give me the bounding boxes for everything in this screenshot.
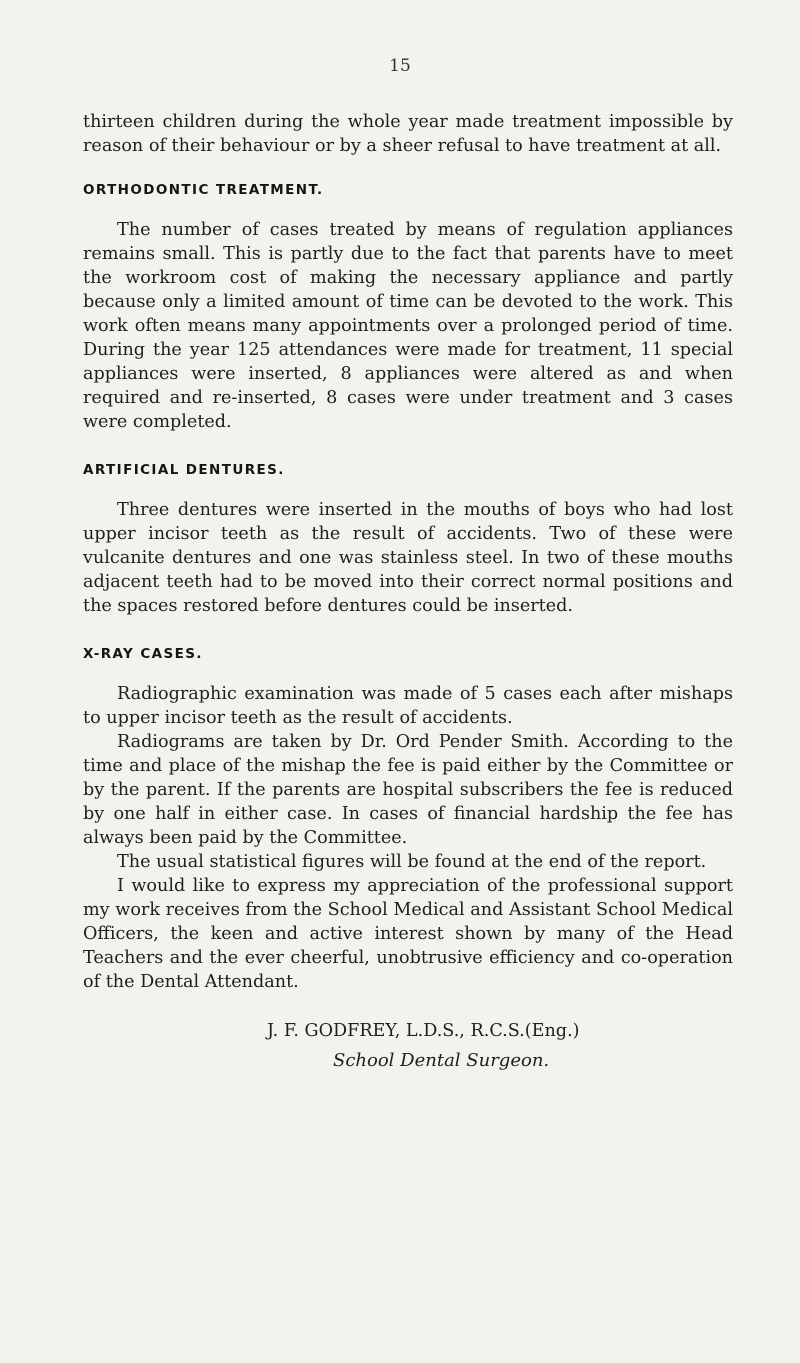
dentures-heading: ARTIFICIAL DENTURES. <box>83 462 285 478</box>
page-number: 15 <box>389 56 411 76</box>
opening-paragraph: thirteen children during the whole year made treatment impossible by reason of their behaviour or by a sheer refusal to have treatment at all. <box>83 112 733 156</box>
document-body <box>83 110 733 1074</box>
xray-paragraph-2: Radiograms are taken by Dr. Ord Pender Smith. According to the time and place of the mishap the fee is paid either by the Committee or by the parent. If the parents are hospital subscribers the fee is reduced by one half in either case. In cases of financial hardship the fee has always been paid by the Committee. <box>83 732 733 848</box>
orthodontic-heading: ORTHODONTIC TREATMENT. <box>83 182 324 198</box>
xray-paragraph-3: The usual statistical figures will be found at the end of the report. <box>117 852 707 872</box>
signature-name: J. F. GODFREY, L.D.S., R.C.S.(Eng.) <box>267 1021 580 1041</box>
xray-paragraph-4: I would like to express my appreciation of the professional support my work receives from the School Medical and Assistant School Medical Officers, the keen and active interest shown by many of the Head Teachers and the ever cheerful, unobtrusive efficiency and co-operation of the Dental Attendant. <box>83 876 733 992</box>
signature-title: School Dental Surgeon. <box>333 1050 550 1071</box>
xray-heading: X-RAY CASES. <box>83 646 203 662</box>
dentures-paragraph: Three dentures were inserted in the mouths of boys who had lost upper incisor teeth as the result of accidents. Two of these were vulcanite dentures and one was stainless steel. In two of these mouths adjacent teeth had to be moved into their correct normal positions and the spaces restored before dentures could be inserted. <box>83 500 733 616</box>
orthodontic-paragraph: The number of cases treated by means of regulation appliances remains small. This is partly due to the fact that parents have to meet the workroom cost of making the necessary appliance and partly because only a limited amount of time can be devoted to the work. This work often means many appointments over a prolonged period of time. During the year 125 attendances were made for treatment, 11 special appliances were inserted, 8 appliances were altered as and when required and re-inserted, 8 cases were under treatment and 3 cases were completed. <box>83 220 733 432</box>
xray-paragraph-1: Radiographic examination was made of 5 cases each after mishaps to upper incisor teeth as the result of accidents. <box>83 684 733 728</box>
